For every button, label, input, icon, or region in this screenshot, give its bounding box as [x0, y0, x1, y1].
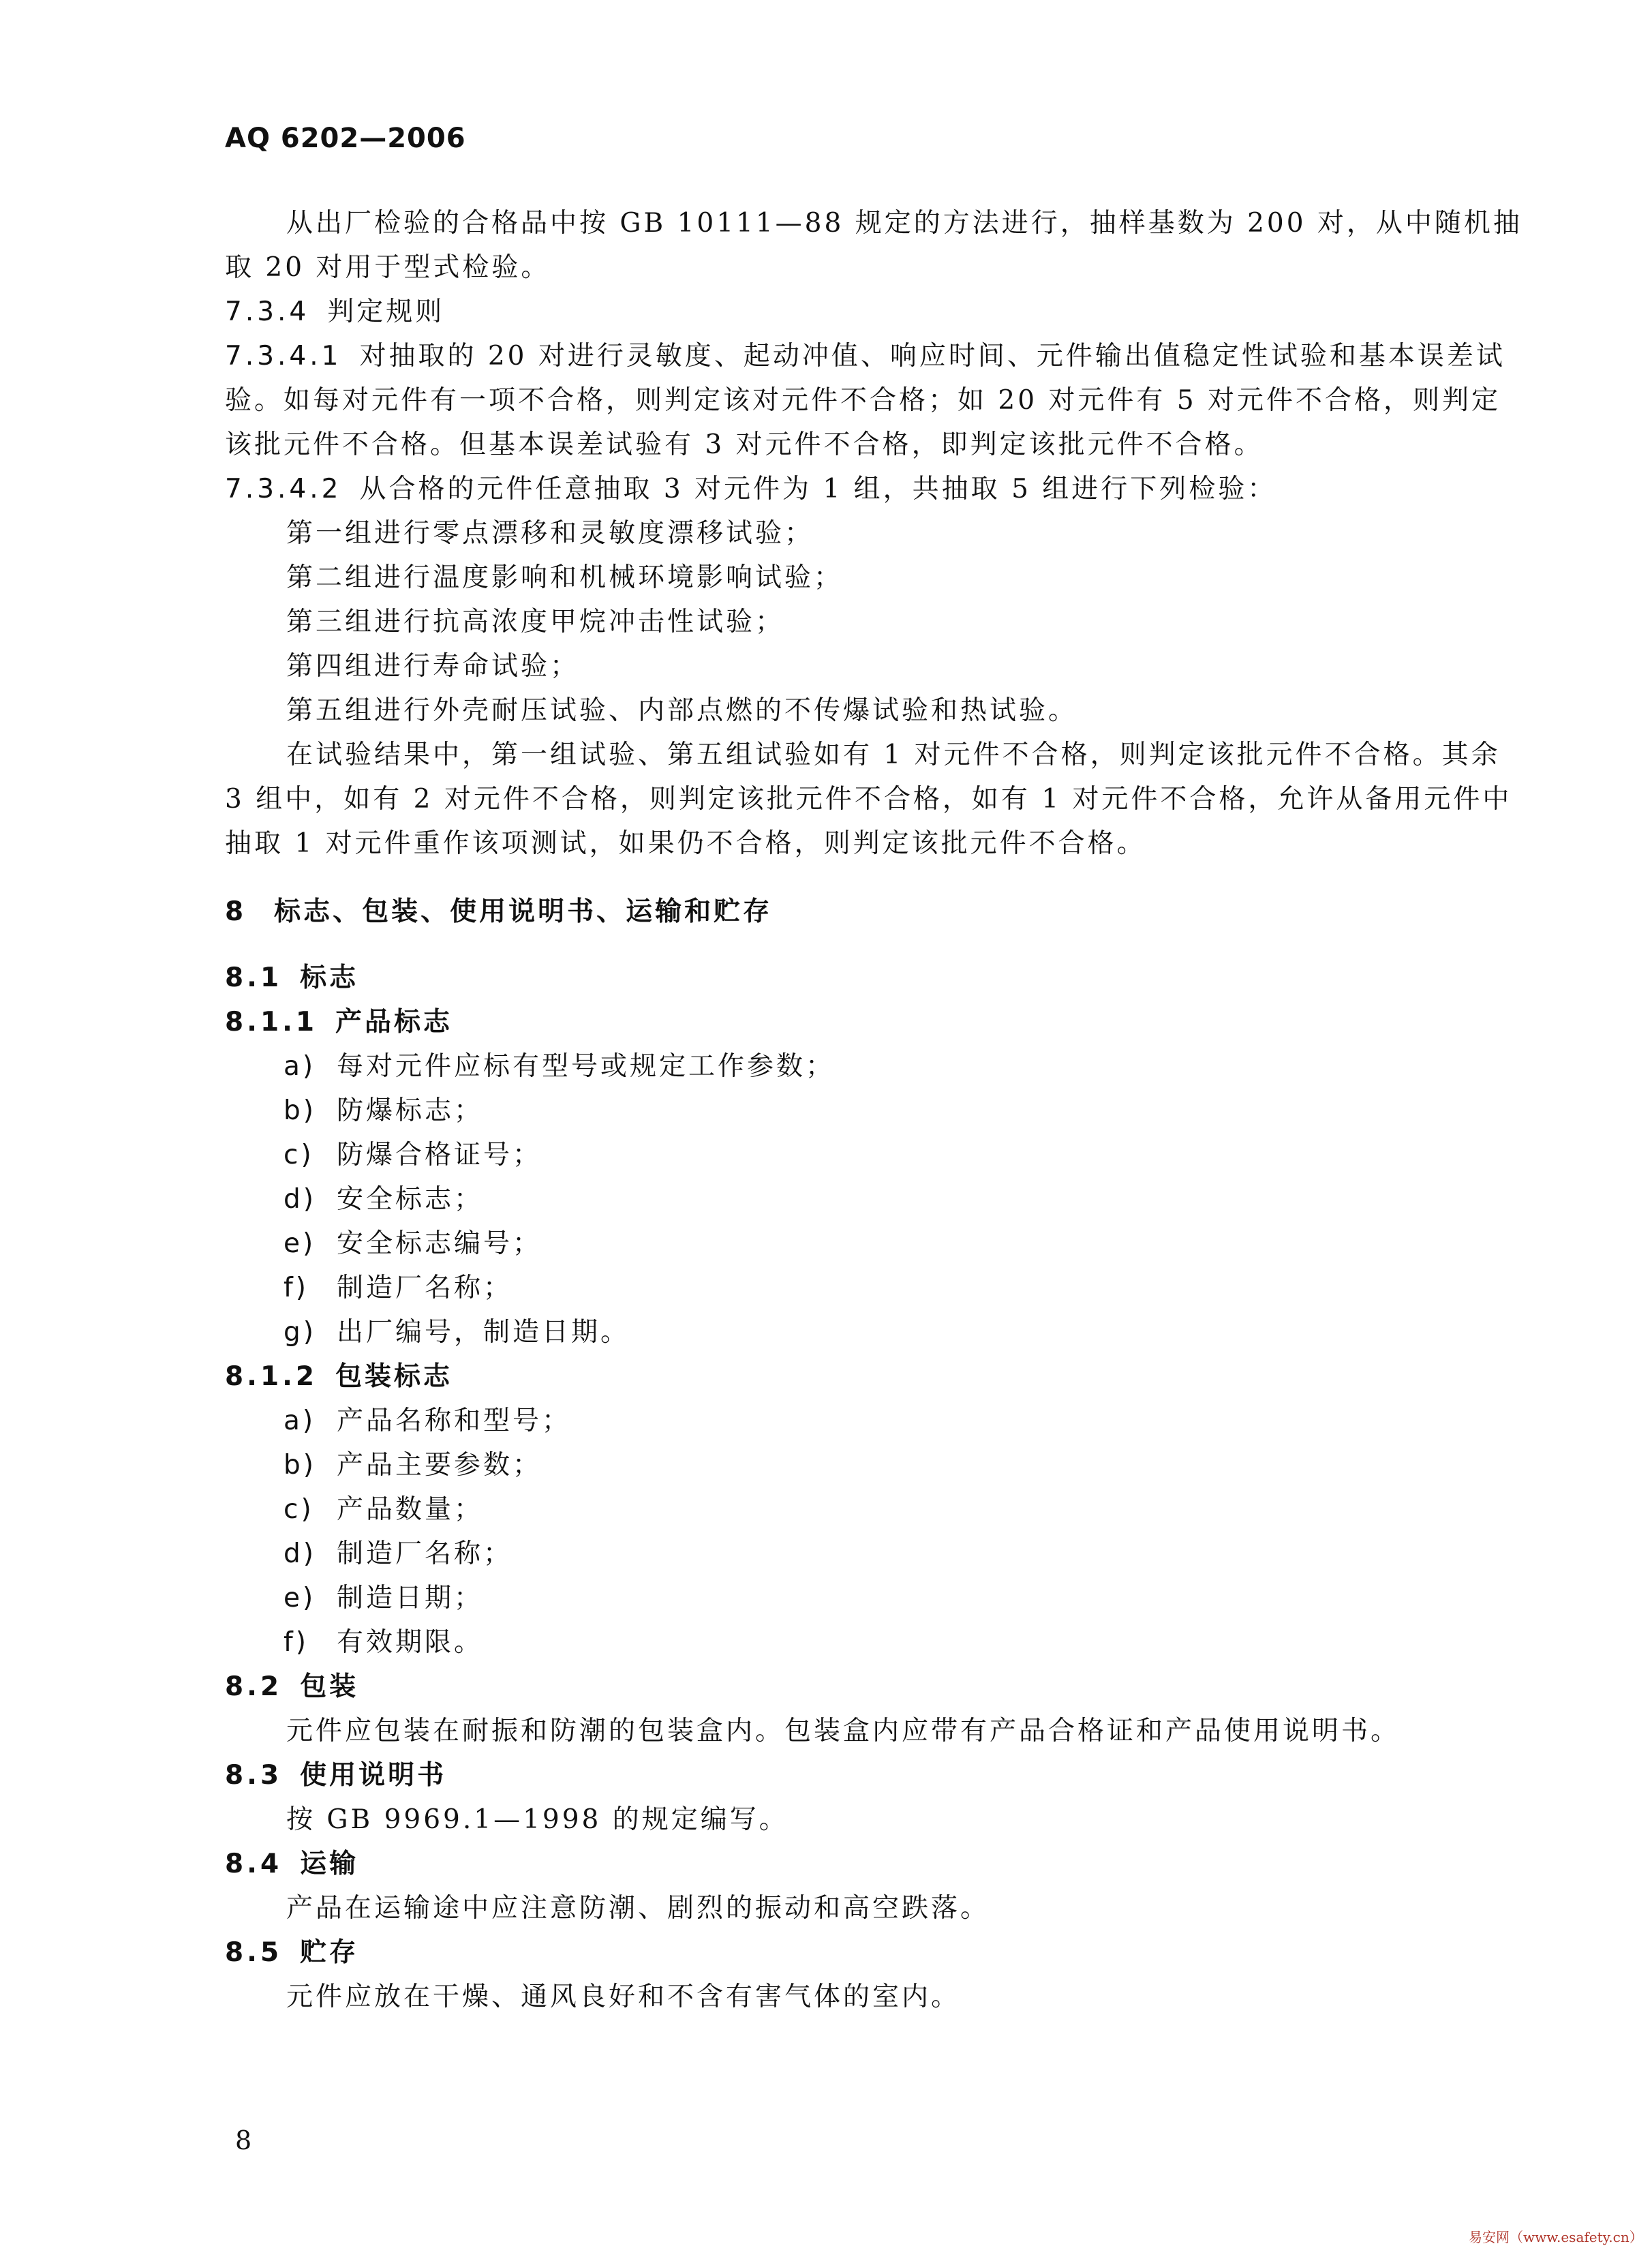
section-number: 8.1	[225, 962, 283, 993]
list-item: c) 产品数量；	[284, 1494, 484, 1525]
list-item: d) 安全标志；	[284, 1184, 484, 1215]
result-paragraph: 在试验结果中，第一组试验、第五组试验如有 1 对元件不合格，则判定该批元件不合格。其余 3 组中，如有 2 对元件不合格，则判定该批元件不合格，如有 1 对元件不合格，允许从备用元件中抽取 1 对元件重作该项测试，如果仍不合格，则判定该批元件不合格。	[225, 740, 1512, 859]
heading-8-4	[225, 1842, 358, 1886]
section-number: 8.2	[225, 1671, 283, 1702]
section-text: 元件应放在干燥、通风良好和不含有害气体的室内。	[286, 1982, 961, 2012]
clause-text: 从合格的元件任意抽取 3 对元件为 1 组，共抽取 5 组进行下列检验：	[359, 474, 1277, 504]
section-title: 产品标志	[335, 1007, 453, 1037]
intro-paragraph: 从出厂检验的合格品中按 GB 10111—88 规定的方法进行，抽样基数为 200 对，从中随机抽取 20 对用于型式检验。	[225, 208, 1523, 283]
heading-8-3	[225, 1753, 446, 1797]
heading-8	[225, 890, 772, 934]
section-text: 元件应包装在耐振和防潮的包装盒内。包装盒内应带有产品合格证和产品使用说明书。	[286, 1716, 1401, 1746]
clause-7-3-4-2	[225, 467, 1276, 511]
section-title: 运输	[300, 1849, 359, 1879]
clause-7-3-4-1	[225, 334, 1527, 467]
section-number: 8.1.2	[225, 1361, 318, 1392]
heading-8-1-2	[225, 1354, 453, 1399]
list-item: a) 产品名称和型号；	[284, 1406, 572, 1436]
section-title: 判定规则	[327, 297, 445, 327]
clause-number: 7.3.4.1	[225, 341, 342, 371]
list-item: e) 制造日期；	[284, 1583, 484, 1613]
section-title: 包装	[300, 1671, 359, 1702]
section-title: 包装标志	[335, 1361, 453, 1392]
section-text: 按 GB 9969.1—1998 的规定编写。	[286, 1804, 789, 1835]
heading-8-5	[225, 1930, 358, 1975]
group-line: 第一组进行零点漂移和灵敏度漂移试验；	[286, 518, 814, 549]
list-item: e) 安全标志编号；	[284, 1228, 542, 1259]
section-number: 8.5	[225, 1937, 283, 1968]
section-title: 贮存	[300, 1937, 359, 1968]
heading-8-1	[225, 956, 358, 1000]
watermark-footer: 易安网（www.esafety.cn）	[1469, 2229, 1643, 2245]
standard-code-header: AQ 6202—2006	[225, 123, 466, 154]
page-number: 8	[235, 2125, 252, 2155]
list-item: f) 有效期限。	[284, 1627, 484, 1658]
list-item: b) 防爆标志；	[284, 1095, 484, 1126]
group-line: 第五组进行外壳耐压试验、内部点燃的不传爆试验和热试验。	[286, 695, 1078, 726]
clause-number: 7.3.4.2	[225, 474, 342, 504]
list-item: f) 制造厂名称；	[284, 1273, 513, 1303]
section-number: 8.1.1	[225, 1007, 318, 1037]
heading-8-1-1	[225, 1000, 453, 1044]
list-item: d) 制造厂名称；	[284, 1538, 513, 1569]
group-line: 第二组进行温度影响和机械环境影响试验；	[286, 562, 844, 593]
section-title: 标志	[300, 962, 359, 993]
heading-8-2	[225, 1665, 358, 1709]
group-line: 第三组进行抗高浓度甲烷冲击性试验；	[286, 607, 785, 637]
section-title: 使用说明书	[300, 1760, 447, 1791]
section-title: 标志、包装、使用说明书、运输和贮存	[274, 896, 773, 927]
section-number: 8	[225, 896, 247, 927]
list-item: a) 每对元件应标有型号或规定工作参数；	[284, 1051, 836, 1082]
group-line: 第四组进行寿命试验；	[286, 651, 580, 682]
heading-7-3-4	[225, 290, 444, 334]
section-text: 产品在运输途中应注意防潮、剧烈的振动和高空跌落。	[286, 1893, 990, 1924]
list-item: c) 防爆合格证号；	[284, 1140, 542, 1170]
section-number: 8.3	[225, 1760, 283, 1791]
list-item: g) 出厂编号，制造日期。	[284, 1317, 630, 1348]
list-item: b) 产品主要参数；	[284, 1450, 542, 1481]
section-number: 8.4	[225, 1849, 283, 1879]
section-number: 7.3.4	[225, 297, 310, 327]
clause-text: 对抽取的 20 对进行灵敏度、起动冲值、响应时间、元件输出值稳定性试验和基本误差试验。如每对元件有一项不合格，则判定该对元件不合格；如 20 对元件有 5 对元件不合格，则判定该批元件不合格。但基本误差试验有 3 对元件不合格，即判定该批元件不合格。	[225, 341, 1505, 460]
